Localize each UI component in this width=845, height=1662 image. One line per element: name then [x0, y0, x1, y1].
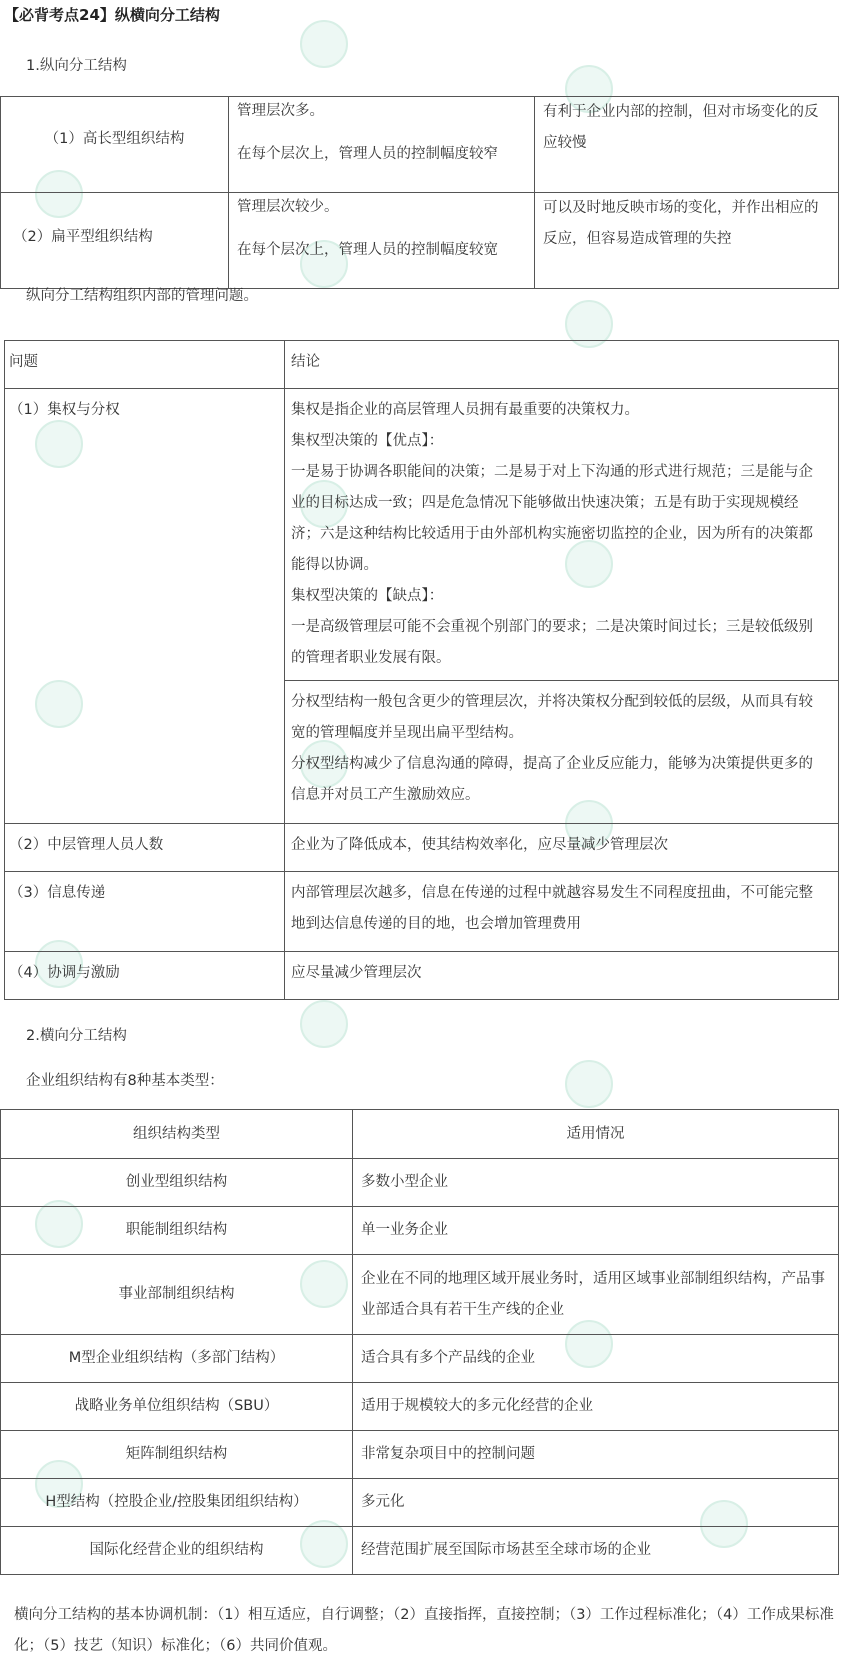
table-header-row: [1, 1110, 839, 1159]
structure-type: 职能制组织结构: [125, 1222, 228, 1238]
table-cell: [353, 1527, 839, 1575]
watermark-logo-icon: [300, 20, 348, 68]
structure-type: 创业型组织结构: [125, 1174, 228, 1190]
table-row: [5, 824, 839, 872]
table-cell: [1, 1479, 353, 1527]
conclusion-text: 内部管理层次越多，信息在传递的过程中就越容易发生不同程度扭曲，不可能完整地到达信息传递的目的地，也会增加管理费用: [291, 885, 813, 932]
table-cell: [5, 952, 285, 1000]
table-row: [1, 1479, 839, 1527]
applicable-case: 多元化: [361, 1494, 405, 1510]
watermark-logo-icon: [565, 1060, 613, 1108]
structure-effect: 有利于企业内部的控制，但对市场变化的反应较慢: [543, 104, 819, 151]
table-cell: [5, 872, 285, 952]
vertical-structure-table: [0, 96, 839, 289]
table-row: [1, 1159, 839, 1207]
table-row: [1, 193, 839, 289]
table-cell: [1, 193, 229, 289]
table-cell: [1, 1207, 353, 1255]
structure-type: 战略业务单位组织结构（SBU）: [74, 1398, 279, 1414]
conclusion-line: 一是易于协调各职能间的决策；二是易于对上下沟通的形式进行规范；三是能与企业的目标达成一致；四是危急情况下能够做出快速决策；五是有助于实现规模经济；六是这种结构比较适用于由外部机构实施密切监控的企业，因为所有的决策都能得以协调。: [291, 464, 813, 573]
table-row: [1, 1335, 839, 1383]
column-header: 问题: [9, 354, 38, 370]
section-heading-vertical: 1.纵向分工结构: [26, 58, 127, 74]
column-header: 结论: [291, 354, 320, 370]
column-header: 适用情况: [566, 1125, 625, 1142]
table-cell: [5, 824, 285, 872]
structure-effect: 可以及时地反映市场的变化，并作出相应的反应，但容易造成管理的失控: [543, 200, 819, 247]
conclusion-line: 一是高级管理层可能不会重视个别部门的要求；二是决策时间过长；三是较低级别的管理者职业发展有限。: [291, 619, 813, 666]
table-cell: [1, 1383, 353, 1431]
table-row: [1, 1255, 839, 1335]
management-issues-table: [4, 340, 839, 1000]
table-cell: [535, 193, 839, 289]
table-cell: [5, 341, 285, 389]
table-cell: [353, 1335, 839, 1383]
structure-type: 矩阵制组织结构: [125, 1446, 228, 1462]
watermark-logo-icon: [300, 1000, 348, 1048]
conclusion-text: 企业为了降低成本，使其结构效率化，应尽量减少管理层次: [291, 837, 668, 853]
intro-structure-types: 企业组织结构有8种基本类型：: [26, 1073, 224, 1089]
table-row: [1, 1207, 839, 1255]
structure-name: （1）高长型组织结构: [44, 130, 185, 147]
table-row: [5, 872, 839, 952]
table-cell: [1, 1335, 353, 1383]
table-cell: [229, 193, 535, 289]
issue-label: （4）协调与激励: [9, 965, 120, 981]
table-cell: [285, 824, 839, 872]
table-cell: [285, 952, 839, 1000]
issue-label: （3）信息传递: [9, 885, 106, 901]
table-cell: [353, 1479, 839, 1527]
table-cell: [285, 389, 839, 681]
table-cell: [285, 872, 839, 952]
applicable-case: 多数小型企业: [361, 1174, 448, 1190]
section-heading-horizontal: 2.横向分工结构: [26, 1028, 127, 1044]
applicable-case: 单一业务企业: [361, 1222, 448, 1238]
table-cell: [285, 681, 839, 824]
table-row: [1, 1431, 839, 1479]
table-header-row: [5, 341, 839, 389]
structure-type: M型企业组织结构（多部门结构）: [68, 1350, 285, 1366]
conclusion-line: 集权型决策的【缺点】：: [291, 588, 444, 604]
table-row: [1, 97, 839, 193]
table-cell: [353, 1255, 839, 1335]
table-cell: [353, 1207, 839, 1255]
table-row: [1, 1527, 839, 1575]
table-cell: [285, 341, 839, 389]
issue-label: （1）集权与分权: [9, 402, 120, 418]
column-header: 组织结构类型: [133, 1125, 220, 1142]
structure-desc: 管理层次较少。: [237, 199, 339, 215]
table-cell: [353, 1431, 839, 1479]
table-row: [1, 1383, 839, 1431]
structure-desc: 在每个层次上，管理人员的控制幅度较宽: [237, 242, 498, 258]
coordination-mechanisms: 横向分工结构的基本协调机制：（1）相互适应，自行调整；（2）直接指挥，直接控制；（3）工作过程标准化；（4）工作成果标准化；（5）技艺（知识）标准化；（6）共同价值观。: [14, 1607, 834, 1654]
table-cell: [1, 97, 229, 193]
structure-desc: 在每个层次上，管理人员的控制幅度较窄: [237, 146, 498, 162]
structure-type: 事业部制组织结构: [118, 1286, 235, 1302]
organization-types-table: [0, 1109, 839, 1575]
applicable-case: 适合具有多个产品线的企业: [361, 1350, 535, 1366]
page-title: 【必背考点24】纵横向分工结构: [4, 6, 220, 24]
applicable-case: 适用于规模较大的多元化经营的企业: [361, 1398, 593, 1414]
issue-label: （2）中层管理人员人数: [9, 837, 164, 853]
conclusion-line: 集权是指企业的高层管理人员拥有最重要的决策权力。: [291, 402, 639, 418]
structure-type: H型结构（控股企业/控股集团组织结构）: [45, 1494, 308, 1510]
structure-type: 国际化经营企业的组织结构: [89, 1542, 264, 1558]
structure-name: （2）扁平型组织结构: [13, 228, 153, 245]
table-cell: [353, 1159, 839, 1207]
applicable-case: 非常复杂项目中的控制问题: [361, 1446, 535, 1462]
table-cell: [353, 1383, 839, 1431]
structure-desc: 管理层次多。: [237, 103, 324, 119]
conclusion-line: 集权型决策的【优点】：: [291, 433, 444, 449]
applicable-case: 经营范围扩展至国际市场甚至全球市场的企业: [361, 1542, 651, 1558]
table-row: [5, 389, 839, 681]
conclusion-line: 分权型结构一般包含更少的管理层次，并将决策权分配到较低的层级，从而具有较宽的管理幅度并呈现出扁平型结构。: [291, 694, 813, 741]
table-cell: [5, 389, 285, 824]
table-cell: [1, 1110, 353, 1159]
table-cell: [1, 1159, 353, 1207]
table-row: [5, 952, 839, 1000]
conclusion-text: 应尽量减少管理层次: [291, 965, 422, 981]
conclusion-line: 分权型结构减少了信息沟通的障碍，提高了企业反应能力，能够为决策提供更多的信息并对员工产生激励效应。: [291, 756, 813, 803]
intro-management-issues: 纵向分工结构组织内部的管理问题。: [26, 288, 258, 304]
table-cell: [229, 97, 535, 193]
table-cell: [535, 97, 839, 193]
table-cell: [353, 1110, 839, 1159]
table-cell: [1, 1431, 353, 1479]
table-cell: [1, 1527, 353, 1575]
table-cell: [1, 1255, 353, 1335]
applicable-case: 企业在不同的地理区域开展业务时，适用区域事业部制组织结构，产品事业部适合具有若干生产线的企业: [361, 1270, 825, 1318]
